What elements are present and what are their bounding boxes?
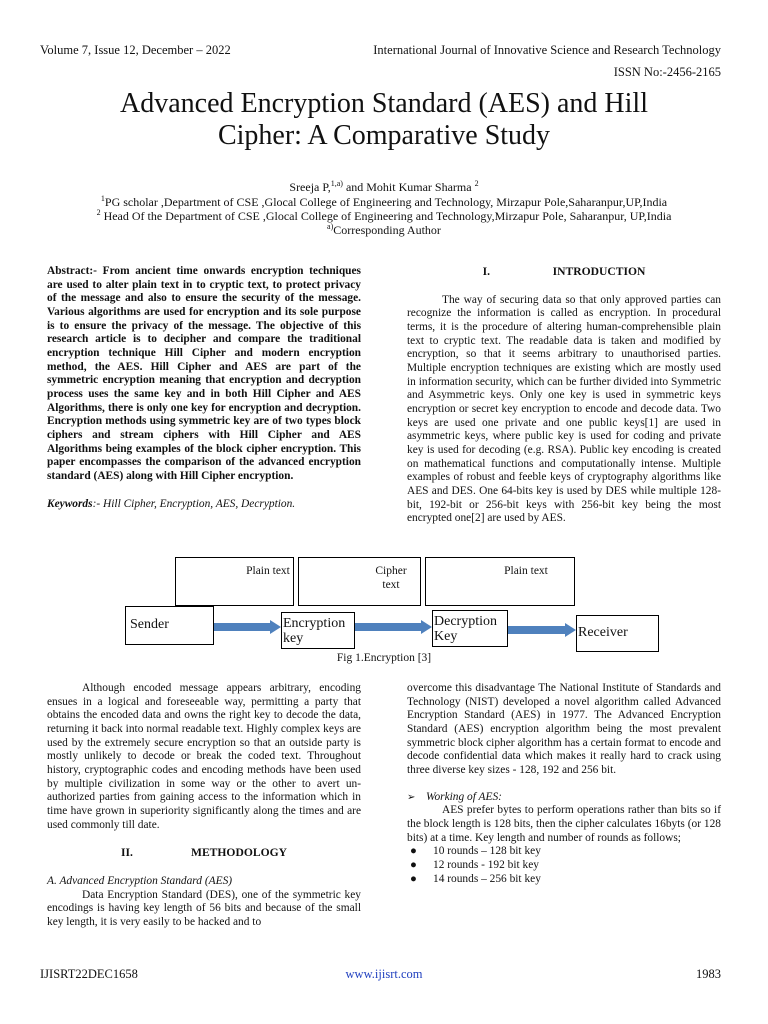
footer-url[interactable]: www.ijisrt.com [345, 967, 423, 981]
subsection-aes-heading: A. Advanced Encryption Standard (AES) [47, 874, 233, 887]
arrow-bullet-icon: ➢ [407, 791, 416, 803]
keywords-line [47, 498, 361, 512]
author-and: and Mohit Kumar Sharma [342, 180, 475, 194]
lower-right-column [407, 682, 721, 886]
methodology-title: METHODOLOGY [191, 846, 287, 860]
working-paragraph: AES prefer bytes to perform operations rather than bits so if the block length is 128 bits, then the cipher calculates 16byts (or 128 bits) at a time. Key length and number of rounds as follows; [407, 804, 721, 844]
bullet-icon: ● [410, 858, 417, 871]
methodology-heading [47, 846, 361, 860]
figure-caption: Fig 1.Encryption [3] [336, 652, 432, 664]
affiliation-1-text: PG scholar ,Department of CSE ,Glocal College of Engineering and Technology, Mirzapur Pole,Saharanpur,UP,India [104, 195, 668, 209]
decryption-key-box: Decryption Key [432, 610, 508, 647]
working-heading: Working of AES: [426, 790, 502, 803]
affiliation-1-sup: 1 [100, 194, 105, 203]
title-line-1: Advanced Encryption Standard (AES) and Hill [120, 88, 648, 119]
issn: ISSN No:-2456-2165 [613, 65, 721, 79]
bullet-icon: ● [410, 845, 417, 858]
round-item-2: 12 rounds - 192 bit key [433, 858, 539, 871]
paper-title [40, 88, 728, 152]
affiliation-2-text: Head Of the Department of CSE ,Glocal College of Engineering and Technology,Mirzapur Pole, Saharanpur, UP,India [100, 209, 672, 223]
plain-text-label-2: Plain text [504, 565, 548, 577]
list-item [407, 845, 721, 859]
author-1-sup: 1,a) [330, 179, 343, 188]
list-item [407, 859, 721, 873]
intro-title: INTRODUCTION [552, 265, 646, 278]
round-item-1: 10 rounds – 128 bit key [433, 845, 541, 858]
round-item-3: 14 rounds – 256 bit key [433, 872, 541, 885]
arrow-encryption-to-decryption [355, 620, 433, 634]
receiver-box: Receiver [576, 615, 659, 652]
methodology-number: II. [121, 846, 133, 860]
rounds-list [407, 845, 721, 886]
plain-text-label-1: Plain text [246, 565, 290, 577]
author-1: Sreeja P, [289, 180, 331, 194]
des-paragraph: Data Encryption Standard (DES), one of the symmetric key encodings is having key length of 56 bits and because of the small key length, it is very easily to be hacked and to [47, 888, 361, 928]
working-heading-line [407, 791, 721, 805]
footer-page-number: 1983 [696, 967, 721, 981]
lower-left-column [47, 682, 361, 930]
affiliation-1 [40, 195, 728, 210]
affiliation-2 [40, 209, 728, 224]
footer-paper-id: IJISRT22DEC1658 [40, 967, 138, 981]
abstract-block [47, 265, 361, 511]
affiliation-2-sup: 2 [96, 208, 101, 217]
cipher-text-box [298, 557, 421, 606]
plain-text-box-2 [425, 557, 575, 606]
author-line [40, 180, 728, 195]
intro-number: I. [482, 265, 491, 278]
corresponding-sup: a) [327, 222, 334, 231]
keywords-text: :- Hill Cipher, Encryption, AES, Decryption. [92, 497, 296, 510]
author-2-sup: 2 [474, 179, 479, 188]
title-line-2: Cipher: A Comparative Study [217, 120, 551, 151]
cipher-text-label: Cipher text [375, 565, 407, 591]
history-paragraph: Although encoded message appears arbitrary, encoding ensues in a logical and foreseeable way, permitting a party that obtains the encoded data and owns the right key to decode the data, returning it back into normal readable text. Highly complex keys are used by the extremely secure encryption so that an outside party is mostly unlikely to decode or break the coded text. Throughout history, cryptographic codes and encoding methods have been used by multiple civilization in some way or the other to avert un-authorized parties from gaining access to the information which in time have grown in superiority significantly along the times and are used commonly till date. [47, 682, 361, 831]
nist-paragraph: overcome this disadvantage The National Institute of Standards and Technology (NIST) developed a novel algorithm called Advanced Encryption Standard (AES) in 1977. The Advanced Encryption Standard (AES) encryption algorithm being the most prevalent symmetric block cipher algorithm has a certain format to encode and decode confidential data which makes it really hard to crack using three diverse key sizes - 128, 192 and 256 bit. [407, 682, 721, 776]
volume-info: Volume 7, Issue 12, December – 2022 [40, 43, 231, 57]
bullet-icon: ● [410, 872, 417, 885]
corresponding-text: Corresponding Author [333, 223, 441, 237]
encryption-key-box: Encryption key [281, 612, 355, 649]
plain-text-box-1 [175, 557, 294, 606]
introduction-block [407, 265, 721, 526]
corresponding-author [40, 223, 728, 238]
sender-box: Sender [125, 606, 214, 645]
intro-text: The way of securing data so that only approved parties can recognize the information is called as encryption. In procedural terms, it is the procedure of altering human-comprehensible plain text to cryptic text. The readable data is taken and modified by encryption, so that it seems arbitrary to unauthorised parties. Multiple encryption techniques are existing which are mostly used in information security, which can be further divided into Symmetric and Asymmetric keys. Only one key is used in symmetric keys encryption or secret key encryption to encode and decode data. Two keys are used one private and one public keys[1] are used in asymmetric keys, where public key is used for coding and private key is used for decoding (e.g. RSA). Public key encoding is created on mathematical functions and computationally intense. Multiple examples of robust and feeble keys of cryptography algorithms like AES and DES. One 64-bits key is used by DES while multiple 128-bit, 192-bit or 256-bit keys with 256-bit key being the most encrypted one[2] are used by AES. [407, 293, 721, 525]
abstract-text: Abstract:- From ancient time onwards encryption techniques are used to alter plain text in to cryptic text, to protect privacy of the message and also to ensure the security of the message. Various algorithms are used for encryption and its sole purpose is to ensure the privacy of the message. The objective of this research article is to decipher and compare the traditional encryption technique Hill Cipher and modern encryption method, the AES. Hill Cipher and AES are part of the symmetric encryption meaning that encryption and decryption process uses the same key and in both Hill Cipher and AES Algorithms, there is only one key for encryption and decryption. Encryption methods using symmetric key are of two types block ciphers and stream ciphers with Hill Cipher and AES Algorithms being examples of the block cipher encryption. This paper encompasses the comparison of the advanced encryption standard (AES) along with Hill Cipher encryption. [47, 265, 361, 482]
list-item [407, 873, 721, 887]
arrow-decryption-to-receiver [508, 623, 577, 637]
intro-heading [407, 265, 721, 279]
arrow-sender-to-encryption [214, 620, 282, 634]
keywords-label: Keywords [47, 497, 93, 510]
journal-name: International Journal of Innovative Science and Research Technology [373, 43, 721, 57]
